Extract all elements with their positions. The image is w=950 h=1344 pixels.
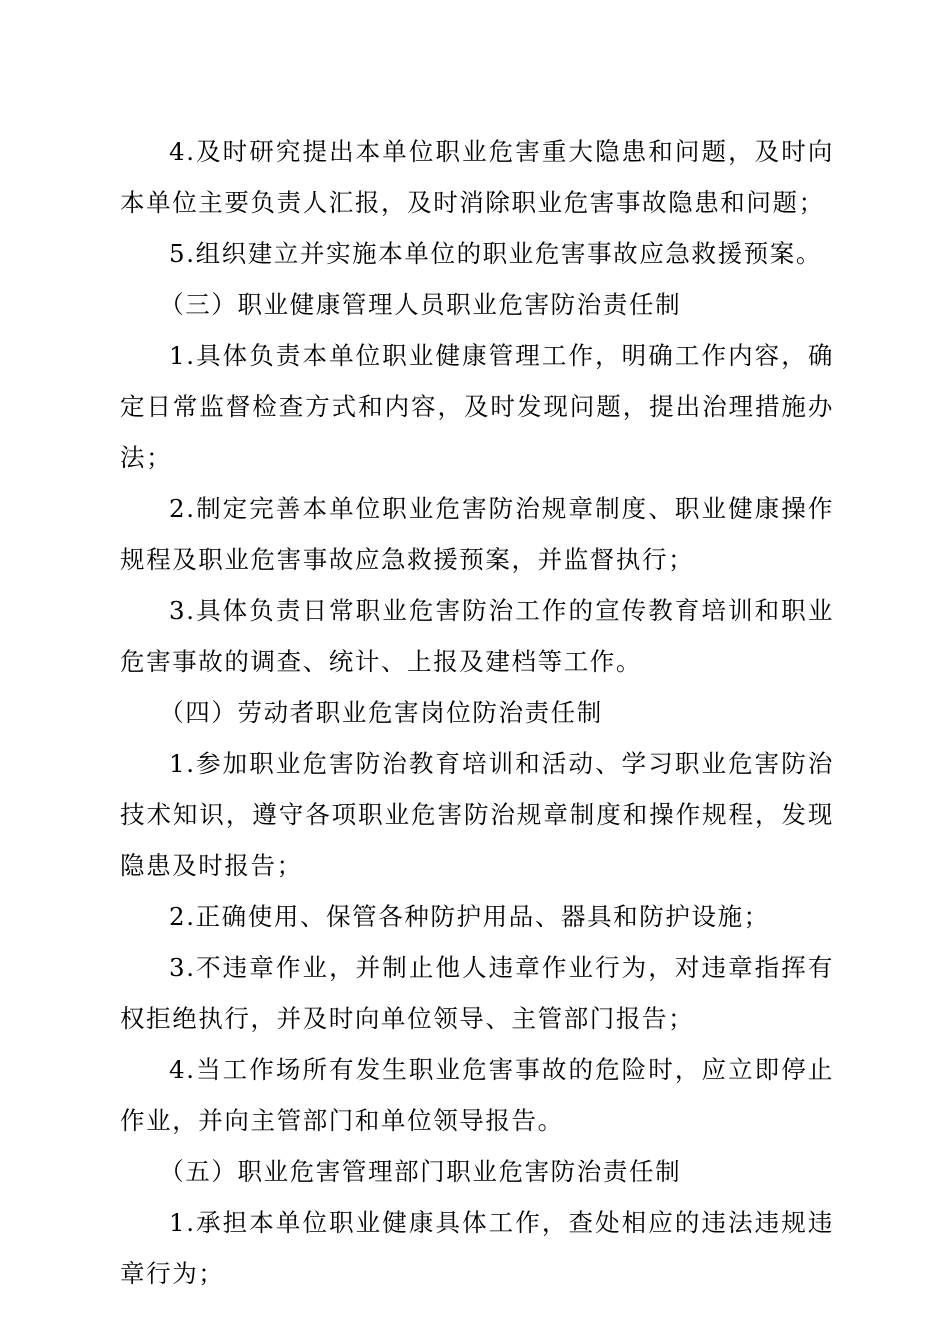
paragraph-3-2: 2.制定完善本单位职业危害防治规章制度、职业健康操作规程及职业危害事故应急救援预案，并监督执行； [120, 494, 834, 574]
paragraph-3-3: 3.具体负责日常职业危害防治工作的宣传教育培训和职业危害事故的调查、统计、上报及建档等工作。 [120, 596, 834, 676]
paragraph-2-4: 4.及时研究提出本单位职业危害重大隐患和问题，及时向本单位主要负责人汇报，及时消除职业危害事故隐患和问题； [120, 137, 834, 217]
paragraph-3-1: 1.具体负责本单位职业健康管理工作，明确工作内容，确定日常监督检查方式和内容，及时发现问题，提出治理措施办法； [120, 341, 834, 472]
paragraph-4-2: 2.正确使用、保管各种防护用品、器具和防护设施； [169, 902, 770, 931]
section-heading-3: （三）职业健康管理人员职业危害防治责任制 [159, 290, 682, 319]
section-heading-5: （五）职业危害管理部门职业危害防治责任制 [159, 1157, 682, 1186]
paragraph-4-1: 1.参加职业危害防治教育培训和活动、学习职业危害防治技术知识，遵守各项职业危害防治规章制度和操作规程，发现隐患及时报告； [120, 749, 834, 880]
paragraph-2-5: 5.组织建立并实施本单位的职业危害事故应急救援预案。 [169, 239, 822, 268]
paragraph-5-1: 1.承担本单位职业健康具体工作，查处相应的违法违规违章行为； [120, 1208, 834, 1288]
document-body [120, 126, 834, 1299]
paragraph-4-3: 3.不违章作业，并制止他人违章作业行为，对违章指挥有权拒绝执行，并及时向单位领导、主管部门报告； [120, 953, 834, 1033]
paragraph-4-4: 4.当工作场所有发生职业危害事故的危险时，应立即停止作业，并向主管部门和单位领导报告。 [120, 1055, 834, 1135]
section-heading-4: （四）劳动者职业危害岗位防治责任制 [159, 698, 603, 727]
